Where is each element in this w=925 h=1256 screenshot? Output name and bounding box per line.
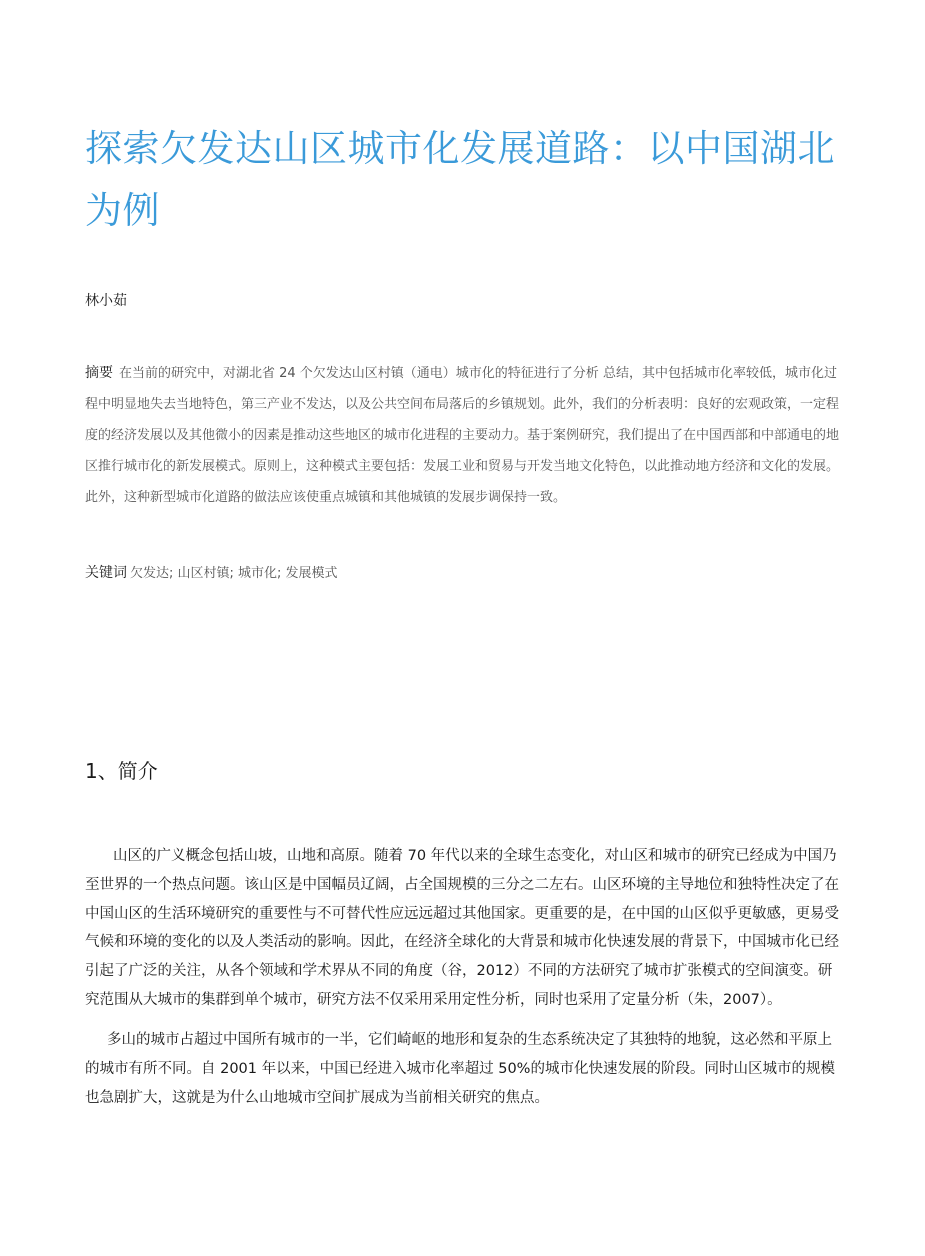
keywords-label: 关键词	[85, 565, 127, 581]
abstract-text: 在当前的研究中，对湖北省 24 个欠发达山区村镇（通电）城市化的特征进行了分析 总结，其中包括城市化率较低，城市化过程中明显地失去当地特色，第三产业不发达，以及公共空间布局落后的乡镇规划。此外，我们的分析表明：良好的宏观政策，一定程度的经济发展以及其他微小的因素是推动这些地区的城市化进程的主要动力。基于案例研究，我们提出了在中国西部和中部通电的地区推行城市化的新发展模式。原则上，这种模式主要包括：发展工业和贸易与开发当地文化特色，以此推动地方经济和文化的发展。此外，这种新型城市化道路的做法应该使重点城镇和其他城镇的发展步调保持一致。	[85, 366, 840, 505]
paper-title: 探索欠发达山区城市化发展道路：以中国湖北为例	[85, 127, 835, 232]
body-paragraph: 山区的广义概念包括山坡，山地和高原。随着 70 年代以来的全球生态变化，对山区和城市的研究已经成为中国乃至世界的一个热点问题。该山区是中国幅员辽阔，占全国规模的三分之二左右。山区环境的主导地位和独特性决定了在中国山区的生活环境研究的重要性与不可替代性应远远超过其他国家。更重要的是，在中国的山区似乎更敏感，更易受气候和环境的变化的以及人类活动的影响。因此，在经济全球化的大背景和城市化快速发展的背景下，中国城市化已经引起了广泛的关注，从各个领域和学术界从不同的角度（谷，2012）不同的方法研究了城市扩张模式的空间演变。研究范围从大城市的集群到单个城市，研究方法不仅采用采用定性分析，同时也采用了定量分析（朱，2007）。	[85, 848, 839, 1008]
section-heading-introduction: 1、简介	[85, 759, 158, 783]
abstract	[85, 358, 845, 513]
author-name: 林小茹	[85, 293, 127, 309]
keywords	[85, 562, 338, 582]
body-paragraph: 多山的城市占超过中国所有城市的一半，它们崎岖的地形和复杂的生态系统决定了其独特的地貌，这必然和平原上的城市有所不同。自 2001 年以来，中国已经进入城市化率超过 50%的城市化快速发展的阶段。同时山区城市的规模也急剧扩大，这就是为什么山地城市空间扩展成为当前相关研究的焦点。	[85, 1032, 835, 1106]
abstract-label: 摘要	[85, 365, 113, 381]
keywords-text: 欠发达; 山区村镇; 城市化; 发展模式	[130, 566, 338, 581]
